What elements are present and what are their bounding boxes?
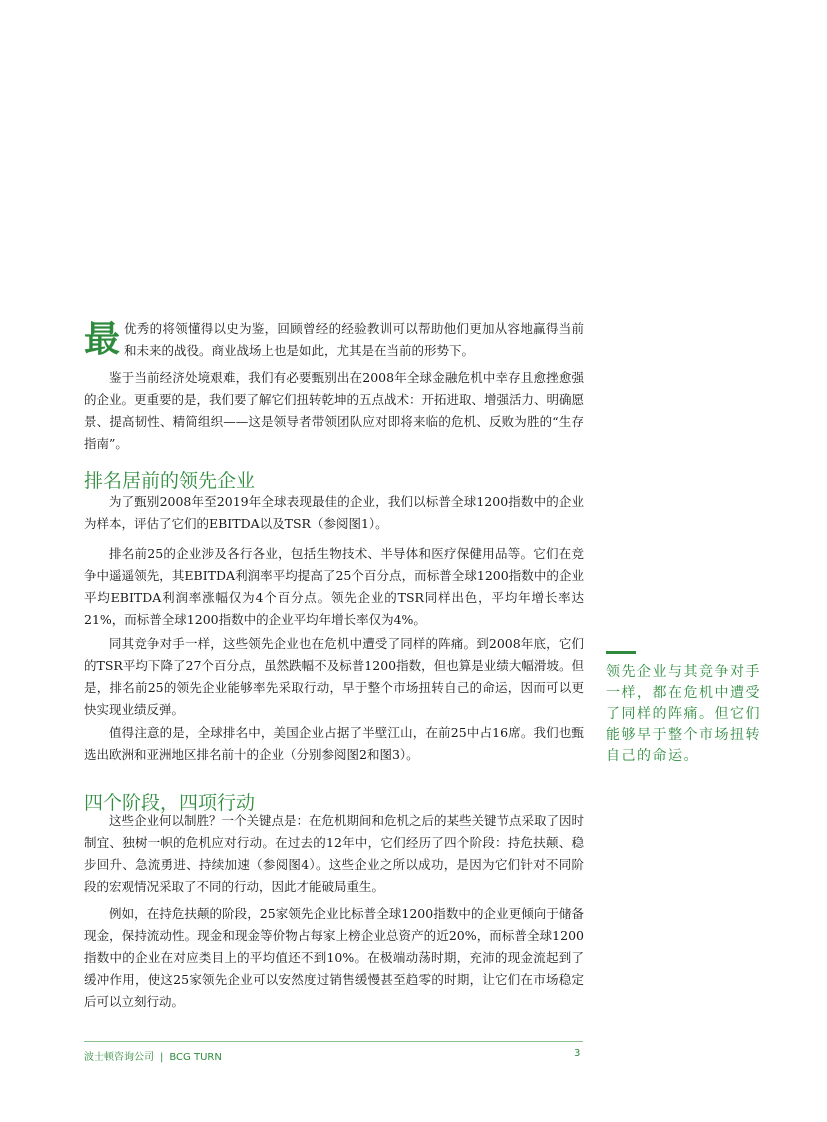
section-1-paragraph-3: 同其竞争对手一样，这些领先企业也在危机中遭受了同样的阵痛。到2008年底，它们的TSR平均下降了27个百分点，虽然跌幅不及标普1200指数，但也算是业绩大幅滑坡。但是，排名前25的领先企业能够率先采取行动，早于整个市场扭转自己的命运，因而可以更快实现业绩反弹。 bbox=[84, 636, 584, 717]
dropcap: 最 bbox=[84, 319, 121, 360]
section-heading-four-stages: 四个阶段，四项行动 bbox=[84, 792, 256, 814]
footer-publication: BCG TURN bbox=[169, 1052, 222, 1063]
intro-paragraph bbox=[84, 318, 584, 362]
sidebar-accent-rule bbox=[606, 651, 636, 654]
footer-separator: | bbox=[160, 1052, 164, 1063]
footer-company: 波士顿咨询公司 bbox=[84, 1052, 154, 1063]
footer-divider bbox=[84, 1041, 583, 1042]
page-number: 3 bbox=[574, 1048, 581, 1059]
section-2-paragraph-2: 例如，在持危扶颠的阶段，25家领先企业比标普全球1200指数中的企业更倾向于储备现金，保持流动性。现金和现金等价物占每家上榜企业总资产的近20%，而标普全球1200指数中的企业在对应类目上的平均值还不到10%。在极端动荡时期，充沛的现金流起到了缓冲作用，使这25家领先企业可以安然度过销售缓慢甚至趋零的时期，让它们在市场稳定后可以立刻行动。 bbox=[84, 906, 584, 1009]
section-1-paragraph-4: 值得注意的是，全球排名中，美国企业占据了半壁江山，在前25中占16席。我们也甄选出欧洲和亚洲地区排名前十的企业（分别参阅图2和图3）。 bbox=[84, 725, 584, 762]
section-1-paragraph-2: 排名前25的企业涉及各行各业，包括生物技术、半导体和医疗保健用品等。它们在竞争中遥遥领先，其EBITDA利润率平均提高了25个百分点，而标普全球1200指数中的企业平均EBITDA利润率涨幅仅为4个百分点。领先企业的TSR同样出色，平均年增长率达21%，而标普全球1200指数中的企业平均年增长率仅为4%。 bbox=[84, 546, 584, 627]
section-1-paragraph-1: 为了甄别2008年至2019年全球表现最佳的企业，我们以标普全球1200指数中的企业为样本，评估了它们的EBITDA以及TSR（参阅图1）。 bbox=[84, 494, 584, 531]
context-paragraph: 鉴于当前经济处境艰难，我们有必要甄别出在2008年全球金融危机中幸存且愈挫愈强的企业。更重要的是，我们要了解它们扭转乾坤的五点战术：开拓进取、增强活力、明确愿景、提高韧性、精简组织——这是领导者带领团队应对即将来临的危机、反败为胜的“生存指南”。 bbox=[84, 370, 585, 451]
intro-text: 优秀的将领懂得以史为鉴，回顾曾经的经验教训可以帮助他们更加从容地赢得当前和未来的战役。商业战场上也是如此，尤其是在当前的形势下。 bbox=[124, 321, 584, 358]
section-heading-leading-companies: 排名居前的领先企业 bbox=[84, 470, 256, 492]
section-2-paragraph-1: 这些企业何以制胜？一个关键点是：在危机期间和危机之后的某些关键节点采取了因时制宜、独树一帜的危机应对行动。在过去的12年中，它们经历了四个阶段：持危扶颠、稳步回升、急流勇进、持续加速（参阅图4）。这些企业之所以成功，是因为它们针对不同阶段的宏观情况采取了不同的行动，因此才能破局重生。 bbox=[84, 813, 585, 894]
sidebar-pull-quote: 领先企业与其竞争对手一样，都在危机中遭受了同样的阵痛。但它们能够早于整个市场扭转自己的命运。 bbox=[606, 664, 761, 764]
footer-credit bbox=[84, 1048, 222, 1063]
